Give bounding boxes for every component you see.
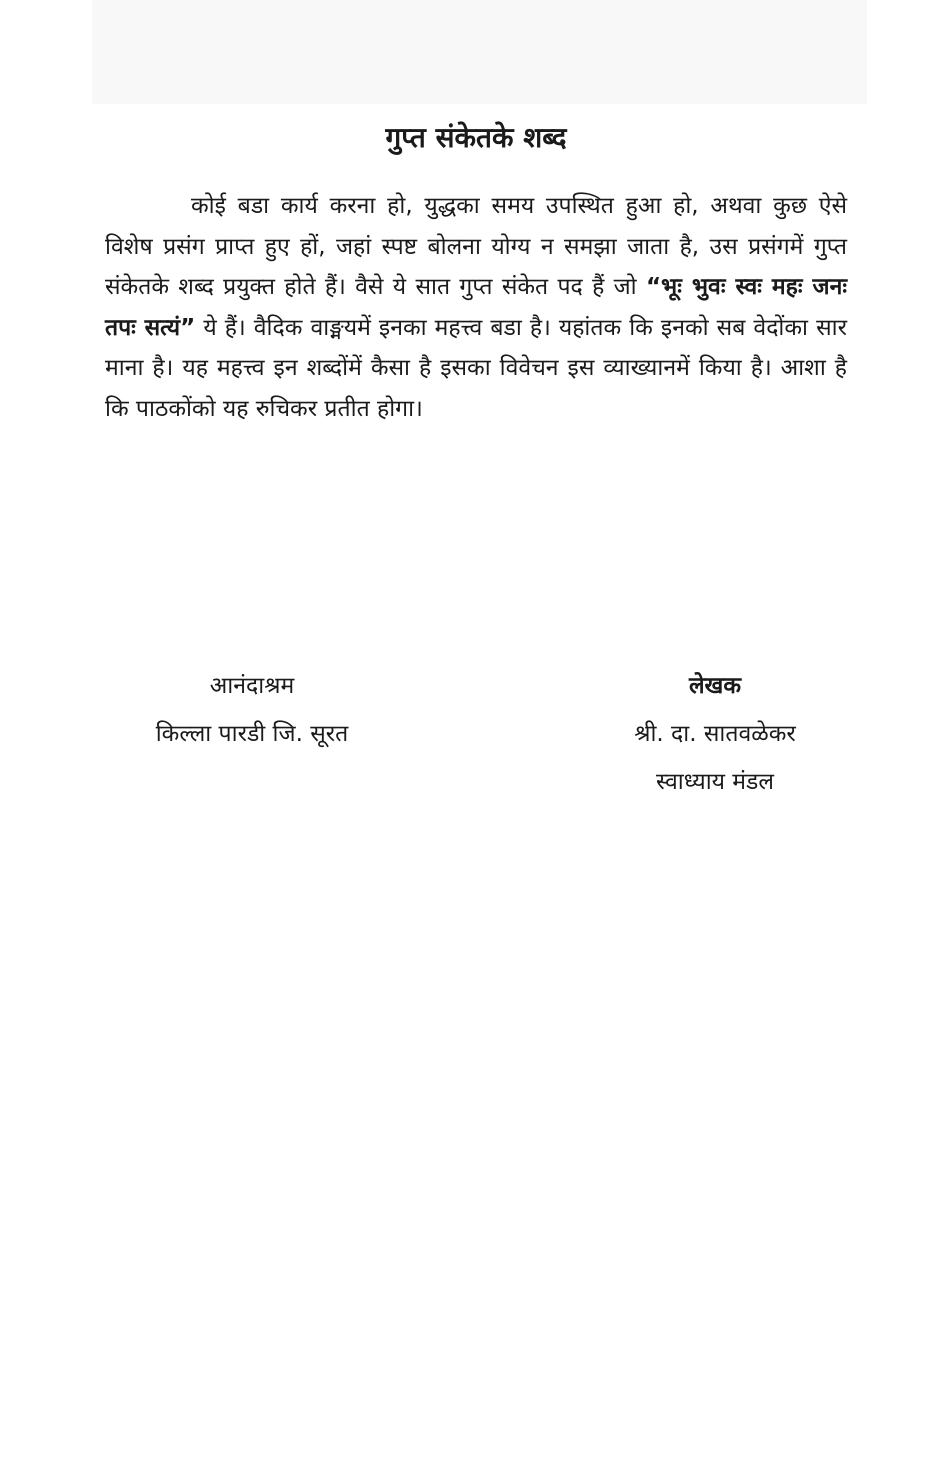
author-name: श्री. दा. सातवळेकर <box>634 721 796 747</box>
signature-right <box>600 662 830 806</box>
paragraph-text-before: कोई बडा कार्य करना हो, युद्धका समय उपस्थित हुआ हो, अथवा कुछ ऐसे विशेष प्रसंग प्राप्त हुए हों, जहां स्पष्ट बोलना योग्य न समझा जाता है, उस प्रसंगमें गुप्त संकेतके शब्द प्रयुक्त होते हैं। वैसे ये सात गुप्त संकेत पद हैं जो <box>105 193 847 300</box>
document-page <box>105 116 847 795</box>
page-title: गुप्त संकेतके शब्द <box>385 121 567 154</box>
ashram-location: किल्ला पारडी जि. सूरत <box>155 721 349 747</box>
author-organization: स्वाध्याय मंडल <box>656 769 774 795</box>
top-band <box>92 0 867 104</box>
ashram-name: आनंदाश्रम <box>209 673 295 699</box>
author-heading: लेखक <box>688 673 742 699</box>
signature-left <box>137 662 367 758</box>
paragraph-quote: “भूः भुवः स्वः महः जनः तपः सत्यं” <box>105 274 847 341</box>
body-paragraph <box>105 186 847 429</box>
paragraph-text-after: ये हैं। वैदिक वाङ्मयमें इनका महत्त्व बडा है। यहांतक कि इनको सब वेदोंका सार माना है। यह महत्त्व इन शब्दोंमें कैसा है इसका विवेचन इस व्याख्यानमें किया है। आशा है कि पाठकोंको यह रुचिकर प्रतीत होगा। <box>105 314 847 422</box>
